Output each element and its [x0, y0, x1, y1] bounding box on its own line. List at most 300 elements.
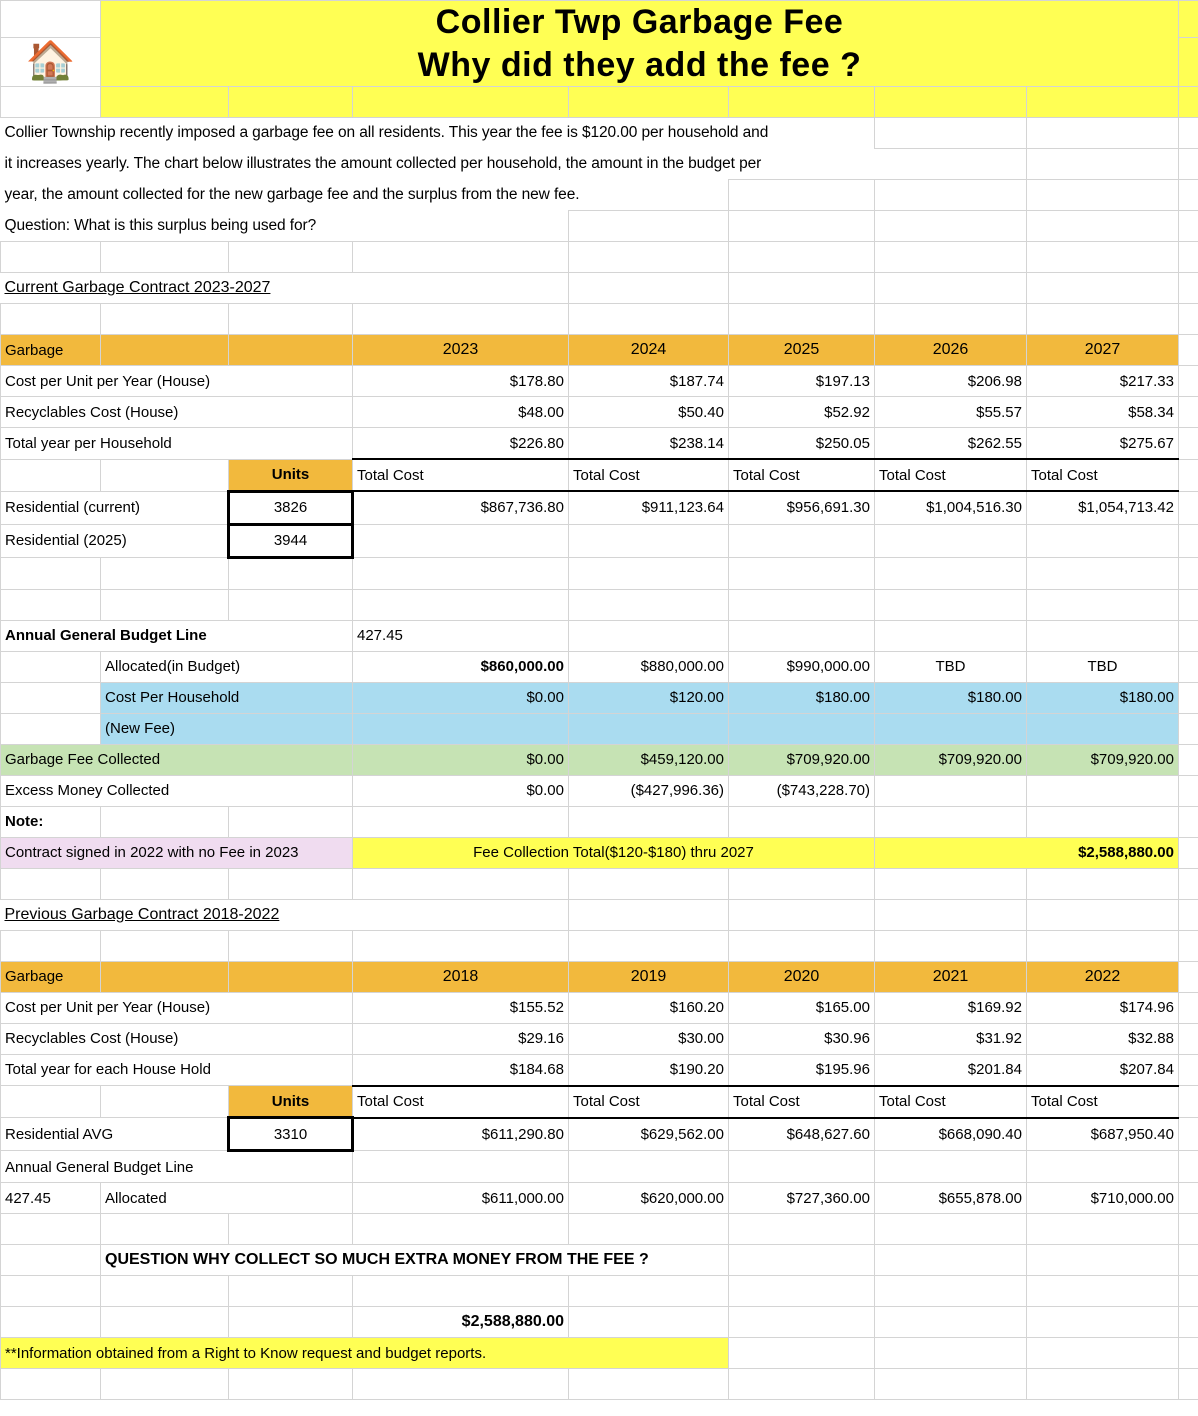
prev-cost-per-unit-2020: $165.00	[729, 992, 875, 1023]
prev-recyclables-2018: $29.16	[353, 1023, 569, 1054]
empty-cell	[729, 1369, 875, 1400]
units-header-previous: Units	[229, 1086, 353, 1118]
empty-cell	[569, 1307, 729, 1338]
empty-cell	[729, 211, 875, 242]
year-header-2023: 2023	[353, 335, 569, 366]
empty-cell	[1179, 992, 1198, 1023]
empty-cell	[353, 1214, 569, 1245]
annual-budget-line-label: Annual General Budget Line	[1, 620, 353, 651]
empty-cell	[1179, 557, 1198, 589]
empty-cell	[353, 304, 569, 335]
year-header-2024: 2024	[569, 335, 729, 366]
cost-per-household-2024: $120.00	[569, 682, 729, 713]
total-cost-header-2019: Total Cost	[569, 1086, 729, 1118]
empty-cell	[353, 713, 569, 744]
year-header-2027: 2027	[1027, 335, 1179, 366]
question-text: QUESTION WHY COLLECT SO MUCH EXTRA MONEY FROM THE FEE ?	[101, 1245, 729, 1276]
title-row	[1, 1, 1198, 38]
fee-collected-2023: $0.00	[353, 744, 569, 775]
cost-per-unit-2025: $197.13	[729, 366, 875, 397]
empty-cell	[875, 806, 1027, 837]
previous-year-header-row	[1, 961, 1198, 992]
year-header-2019: 2019	[569, 961, 729, 992]
spacer-row	[1, 868, 1198, 899]
empty-cell	[875, 524, 1027, 557]
empty-cell	[1179, 899, 1198, 930]
excess-money-row	[1, 775, 1198, 806]
empty-cell	[229, 961, 353, 992]
intro-line-4: Question: What is this surplus being used for?	[4, 216, 317, 234]
empty-cell	[101, 1086, 229, 1118]
prev-allocated-code: 427.45	[1, 1183, 101, 1214]
empty-cell	[729, 87, 875, 118]
empty-cell	[729, 620, 875, 651]
empty-cell	[569, 524, 729, 557]
empty-cell	[1027, 1369, 1179, 1400]
empty-cell	[875, 899, 1027, 930]
excess-money-label: Excess Money Collected	[1, 775, 353, 806]
empty-cell	[729, 806, 875, 837]
empty-cell	[875, 118, 1027, 149]
empty-cell	[1179, 242, 1198, 273]
previous-contract-heading: Previous Garbage Contract 2018-2022	[4, 905, 280, 923]
empty-cell	[1179, 304, 1198, 335]
empty-cell	[1179, 775, 1198, 806]
empty-cell	[1179, 806, 1198, 837]
empty-cell	[729, 1307, 875, 1338]
cost-per-household-2026: $180.00	[875, 682, 1027, 713]
empty-cell	[569, 557, 729, 589]
residential-avg-2020: $648,627.60	[729, 1118, 875, 1151]
empty-cell	[875, 868, 1027, 899]
empty-cell	[101, 242, 229, 273]
prev-cost-per-unit-2021: $169.92	[875, 992, 1027, 1023]
empty-cell	[1179, 524, 1198, 557]
spacer-row	[1, 304, 1198, 335]
recyclables-2027: $58.34	[1027, 397, 1179, 428]
total-cost-header-2020: Total Cost	[729, 1086, 875, 1118]
empty-cell	[875, 304, 1027, 335]
spacer-row	[1, 1276, 1198, 1307]
intro-line-2: it increases yearly. The chart below illustrates the amount collected per household, the amount in the budget per	[4, 155, 762, 172]
new-fee-label: (New Fee)	[101, 713, 353, 744]
total-per-household-2024: $238.14	[569, 428, 729, 460]
empty-cell	[1179, 1276, 1198, 1307]
prev-recyclables-2020: $30.96	[729, 1023, 875, 1054]
prev-total-2018: $184.68	[353, 1054, 569, 1086]
empty-cell	[875, 273, 1027, 304]
year-header-2020: 2020	[729, 961, 875, 992]
cost-per-unit-2024: $187.74	[569, 366, 729, 397]
empty-cell	[1179, 682, 1198, 713]
fee-collected-2026: $709,920.00	[875, 744, 1027, 775]
empty-cell	[1179, 744, 1198, 775]
empty-cell	[229, 242, 353, 273]
page-title: Collier Twp Garbage Fee	[435, 3, 844, 41]
table-row	[1, 524, 1198, 557]
fee-collected-2024: $459,120.00	[569, 744, 729, 775]
empty-cell	[875, 211, 1027, 242]
empty-cell	[101, 87, 229, 118]
empty-cell	[875, 1245, 1027, 1276]
excess-money-2024: ($427,996.36)	[569, 775, 729, 806]
empty-cell	[1179, 87, 1198, 118]
empty-cell	[353, 87, 569, 118]
intro-row-1	[1, 118, 1198, 149]
year-header-2021: 2021	[875, 961, 1027, 992]
empty-cell	[875, 1369, 1027, 1400]
units-header: Units	[229, 459, 353, 491]
empty-cell	[353, 557, 569, 589]
empty-cell	[729, 589, 875, 620]
empty-cell	[1, 930, 101, 961]
empty-cell	[729, 1245, 875, 1276]
previous-units-header-row	[1, 1086, 1198, 1118]
prev-allocated-2019: $620,000.00	[569, 1183, 729, 1214]
empty-cell	[875, 242, 1027, 273]
spacer-row	[1, 589, 1198, 620]
empty-cell	[1, 868, 101, 899]
new-fee-row	[1, 713, 1198, 744]
empty-cell	[1, 1, 101, 38]
residential-avg-units: 3310	[229, 1118, 353, 1151]
empty-cell	[1179, 837, 1198, 868]
empty-cell	[101, 1307, 229, 1338]
current-units-header-row	[1, 459, 1198, 491]
empty-cell	[1027, 589, 1179, 620]
empty-cell	[875, 620, 1027, 651]
empty-cell	[1027, 87, 1179, 118]
empty-cell	[1179, 211, 1198, 242]
prev-recyclables-2022: $32.88	[1027, 1023, 1179, 1054]
empty-cell	[1, 713, 101, 744]
empty-cell	[1027, 242, 1179, 273]
empty-cell	[569, 242, 729, 273]
empty-cell	[1027, 806, 1179, 837]
empty-cell	[1, 589, 101, 620]
prev-recyclables-2021: $31.92	[875, 1023, 1027, 1054]
residential-current-units: 3826	[229, 491, 353, 524]
empty-cell	[569, 930, 729, 961]
empty-cell	[229, 1369, 353, 1400]
empty-cell	[569, 806, 729, 837]
spacer-row	[1, 930, 1198, 961]
total-cost-header-2024: Total Cost	[569, 459, 729, 491]
garbage-label: Garbage	[1, 335, 101, 366]
empty-cell	[1, 1369, 101, 1400]
prev-total-2020: $195.96	[729, 1054, 875, 1086]
empty-cell	[569, 899, 729, 930]
prev-cost-per-unit-2018: $155.52	[353, 992, 569, 1023]
cost-per-unit-2023: $178.80	[353, 366, 569, 397]
empty-cell	[101, 930, 229, 961]
empty-cell	[875, 930, 1027, 961]
total-per-household-2025: $250.05	[729, 428, 875, 460]
empty-cell	[1179, 1086, 1198, 1118]
empty-cell	[569, 713, 729, 744]
spacer-row	[1, 557, 1198, 589]
empty-cell	[101, 1214, 229, 1245]
cost-per-household-2027: $180.00	[1027, 682, 1179, 713]
intro-row-4	[1, 211, 1198, 242]
empty-cell	[101, 961, 229, 992]
residential-avg-2019: $629,562.00	[569, 1118, 729, 1151]
empty-cell	[1179, 868, 1198, 899]
empty-cell	[229, 557, 353, 589]
empty-cell	[1179, 1369, 1198, 1400]
empty-cell	[1027, 524, 1179, 557]
empty-cell	[1027, 557, 1179, 589]
empty-cell	[569, 1369, 729, 1400]
empty-cell	[229, 335, 353, 366]
cost-per-unit-label: Cost per Unit per Year (House)	[1, 366, 353, 397]
year-header-2025: 2025	[729, 335, 875, 366]
total-cost-header-2021: Total Cost	[875, 1086, 1027, 1118]
empty-cell	[729, 868, 875, 899]
empty-cell	[101, 1276, 229, 1307]
prev-cost-per-unit-2022: $174.96	[1027, 992, 1179, 1023]
empty-cell	[229, 87, 353, 118]
empty-cell	[875, 1338, 1027, 1369]
fee-collected-row	[1, 744, 1198, 775]
empty-cell	[1, 242, 101, 273]
residential-avg-2021: $668,090.40	[875, 1118, 1027, 1151]
empty-cell	[729, 524, 875, 557]
empty-cell	[101, 806, 229, 837]
allocated-row	[1, 651, 1198, 682]
empty-cell	[101, 1369, 229, 1400]
empty-cell	[729, 1214, 875, 1245]
empty-cell	[1179, 713, 1198, 744]
empty-cell	[569, 589, 729, 620]
empty-cell	[1179, 961, 1198, 992]
empty-cell	[101, 335, 229, 366]
empty-cell	[1179, 1118, 1198, 1151]
empty-cell	[1, 1276, 101, 1307]
total-per-household-2027: $275.67	[1027, 428, 1179, 460]
empty-cell	[101, 868, 229, 899]
empty-cell	[1, 1214, 101, 1245]
empty-cell	[875, 557, 1027, 589]
recyclables-cost-label: Recyclables Cost (House)	[1, 397, 353, 428]
empty-cell	[1, 557, 101, 589]
empty-cell	[229, 1276, 353, 1307]
empty-cell	[353, 1151, 569, 1183]
empty-cell	[1027, 211, 1179, 242]
spacer-row	[1, 242, 1198, 273]
empty-cell	[1, 651, 101, 682]
empty-cell	[1179, 459, 1198, 491]
table-row	[1, 992, 1198, 1023]
table-row	[1, 1054, 1198, 1086]
empty-cell	[1027, 713, 1179, 744]
footer-total-row	[1, 1307, 1198, 1338]
empty-cell	[1179, 1, 1198, 38]
excess-money-2023: $0.00	[353, 775, 569, 806]
annual-budget-line-value: 427.45	[353, 620, 569, 651]
empty-cell	[569, 211, 729, 242]
empty-cell	[353, 524, 569, 557]
recyclables-2023: $48.00	[353, 397, 569, 428]
residential-2025-label: Residential (2025)	[1, 524, 229, 557]
empty-cell	[1179, 366, 1198, 397]
empty-cell	[1, 1245, 101, 1276]
empty-cell	[1027, 775, 1179, 806]
current-year-header-row	[1, 335, 1198, 366]
empty-cell	[229, 868, 353, 899]
allocated-2025: $990,000.00	[729, 651, 875, 682]
residential-avg-2022: $687,950.40	[1027, 1118, 1179, 1151]
empty-cell	[1, 682, 101, 713]
empty-cell	[353, 806, 569, 837]
empty-cell	[569, 1214, 729, 1245]
empty-cell	[1179, 1245, 1198, 1276]
empty-cell	[1179, 149, 1198, 180]
empty-cell	[229, 589, 353, 620]
empty-cell	[101, 589, 229, 620]
residential-current-2023: $867,736.80	[353, 491, 569, 524]
residential-current-label: Residential (current)	[1, 491, 229, 524]
residential-avg-label: Residential AVG	[1, 1118, 229, 1151]
empty-cell	[1027, 1214, 1179, 1245]
previous-budget-line-row	[1, 1151, 1198, 1183]
fee-total-value: $2,588,880.00	[875, 837, 1179, 868]
prev-total-2021: $201.84	[875, 1054, 1027, 1086]
prev-cost-per-unit-2019: $160.20	[569, 992, 729, 1023]
intro-row-3	[1, 180, 1198, 211]
allocated-2024: $880,000.00	[569, 651, 729, 682]
note-label-row	[1, 806, 1198, 837]
empty-cell	[1179, 930, 1198, 961]
table-row	[1, 1023, 1198, 1054]
total-per-household-2026: $262.55	[875, 428, 1027, 460]
cost-per-household-row	[1, 682, 1198, 713]
empty-cell	[1, 304, 101, 335]
empty-cell	[229, 1307, 353, 1338]
empty-cell	[1179, 118, 1198, 149]
empty-cell	[1179, 491, 1198, 524]
empty-cell	[1179, 589, 1198, 620]
table-row	[1, 1118, 1198, 1151]
empty-cell	[875, 713, 1027, 744]
empty-cell	[229, 806, 353, 837]
footer-total-value: $2,588,880.00	[353, 1307, 569, 1338]
empty-cell	[1, 87, 101, 118]
empty-cell	[1, 459, 101, 491]
empty-cell	[353, 1369, 569, 1400]
previous-allocated-row	[1, 1183, 1198, 1214]
empty-cell	[1179, 428, 1198, 460]
empty-cell	[729, 304, 875, 335]
empty-cell	[729, 180, 875, 211]
empty-cell	[1179, 1214, 1198, 1245]
residential-avg-2018: $611,290.80	[353, 1118, 569, 1151]
prev-cost-per-unit-label: Cost per Unit per Year (House)	[1, 992, 353, 1023]
garbage-label-previous: Garbage	[1, 961, 101, 992]
empty-cell	[1027, 304, 1179, 335]
spacer-row	[1, 87, 1198, 118]
fee-collected-label: Garbage Fee Collected	[1, 744, 353, 775]
budget-line-row	[1, 620, 1198, 651]
empty-cell	[1, 1086, 101, 1118]
table-row	[1, 366, 1198, 397]
empty-cell	[729, 273, 875, 304]
empty-cell	[1027, 180, 1179, 211]
empty-cell	[353, 868, 569, 899]
prev-annual-budget-line-label: Annual General Budget Line	[1, 1151, 353, 1183]
total-cost-header-2018: Total Cost	[353, 1086, 569, 1118]
note-row	[1, 837, 1198, 868]
note-label: Note:	[1, 806, 101, 837]
current-contract-heading: Current Garbage Contract 2023-2027	[4, 279, 271, 296]
empty-cell	[1179, 1183, 1198, 1214]
empty-cell	[1027, 930, 1179, 961]
prev-total-label: Total year for each House Hold	[1, 1054, 353, 1086]
total-cost-header-2026: Total Cost	[875, 459, 1027, 491]
prev-allocated-2021: $655,878.00	[875, 1183, 1027, 1214]
empty-cell	[1027, 273, 1179, 304]
residential-2025-units: 3944	[229, 524, 353, 557]
empty-cell	[1027, 1338, 1179, 1369]
intro-line-1: Collier Township recently imposed a garbage fee on all residents. This year the fee is $120.00 per household and	[4, 124, 769, 142]
residential-current-2027: $1,054,713.42	[1027, 491, 1179, 524]
total-cost-header-2025: Total Cost	[729, 459, 875, 491]
empty-cell	[353, 242, 569, 273]
empty-cell	[1179, 620, 1198, 651]
empty-cell	[1179, 1151, 1198, 1183]
house-icon: 🏠	[1, 38, 101, 87]
page-subtitle: Why did they add the fee ?	[417, 45, 862, 84]
empty-cell	[729, 242, 875, 273]
fee-collected-2027: $709,920.00	[1027, 744, 1179, 775]
empty-cell	[1179, 1307, 1198, 1338]
empty-cell	[729, 899, 875, 930]
year-header-2022: 2022	[1027, 961, 1179, 992]
prev-recyclables-2019: $30.00	[569, 1023, 729, 1054]
empty-cell	[875, 1151, 1027, 1183]
empty-cell	[1179, 651, 1198, 682]
total-cost-header-2027: Total Cost	[1027, 459, 1179, 491]
empty-cell	[875, 87, 1027, 118]
empty-cell	[1179, 1054, 1198, 1086]
prev-allocated-label: Allocated	[101, 1183, 353, 1214]
empty-cell	[229, 304, 353, 335]
empty-cell	[101, 304, 229, 335]
note-text: Contract signed in 2022 with no Fee in 2023	[1, 837, 353, 868]
residential-current-2024: $911,123.64	[569, 491, 729, 524]
empty-cell	[1179, 1023, 1198, 1054]
empty-cell	[569, 1276, 729, 1307]
empty-cell	[569, 620, 729, 651]
empty-cell	[1179, 1338, 1198, 1369]
empty-cell	[1027, 1276, 1179, 1307]
previous-contract-heading-row	[1, 899, 1198, 930]
allocated-2027: TBD	[1027, 651, 1179, 682]
empty-cell	[729, 557, 875, 589]
source-note: **Information obtained from a Right to Know request and budget reports.	[1, 1338, 729, 1369]
intro-line-3: year, the amount collected for the new garbage fee and the surplus from the new fee.	[4, 185, 580, 203]
question-row	[1, 1245, 1198, 1276]
empty-cell	[1027, 620, 1179, 651]
empty-cell	[569, 304, 729, 335]
empty-cell	[875, 180, 1027, 211]
empty-cell	[1, 1307, 101, 1338]
empty-cell	[353, 930, 569, 961]
year-header-2018: 2018	[353, 961, 569, 992]
empty-cell	[229, 1214, 353, 1245]
source-note-row	[1, 1338, 1198, 1369]
empty-cell	[353, 589, 569, 620]
